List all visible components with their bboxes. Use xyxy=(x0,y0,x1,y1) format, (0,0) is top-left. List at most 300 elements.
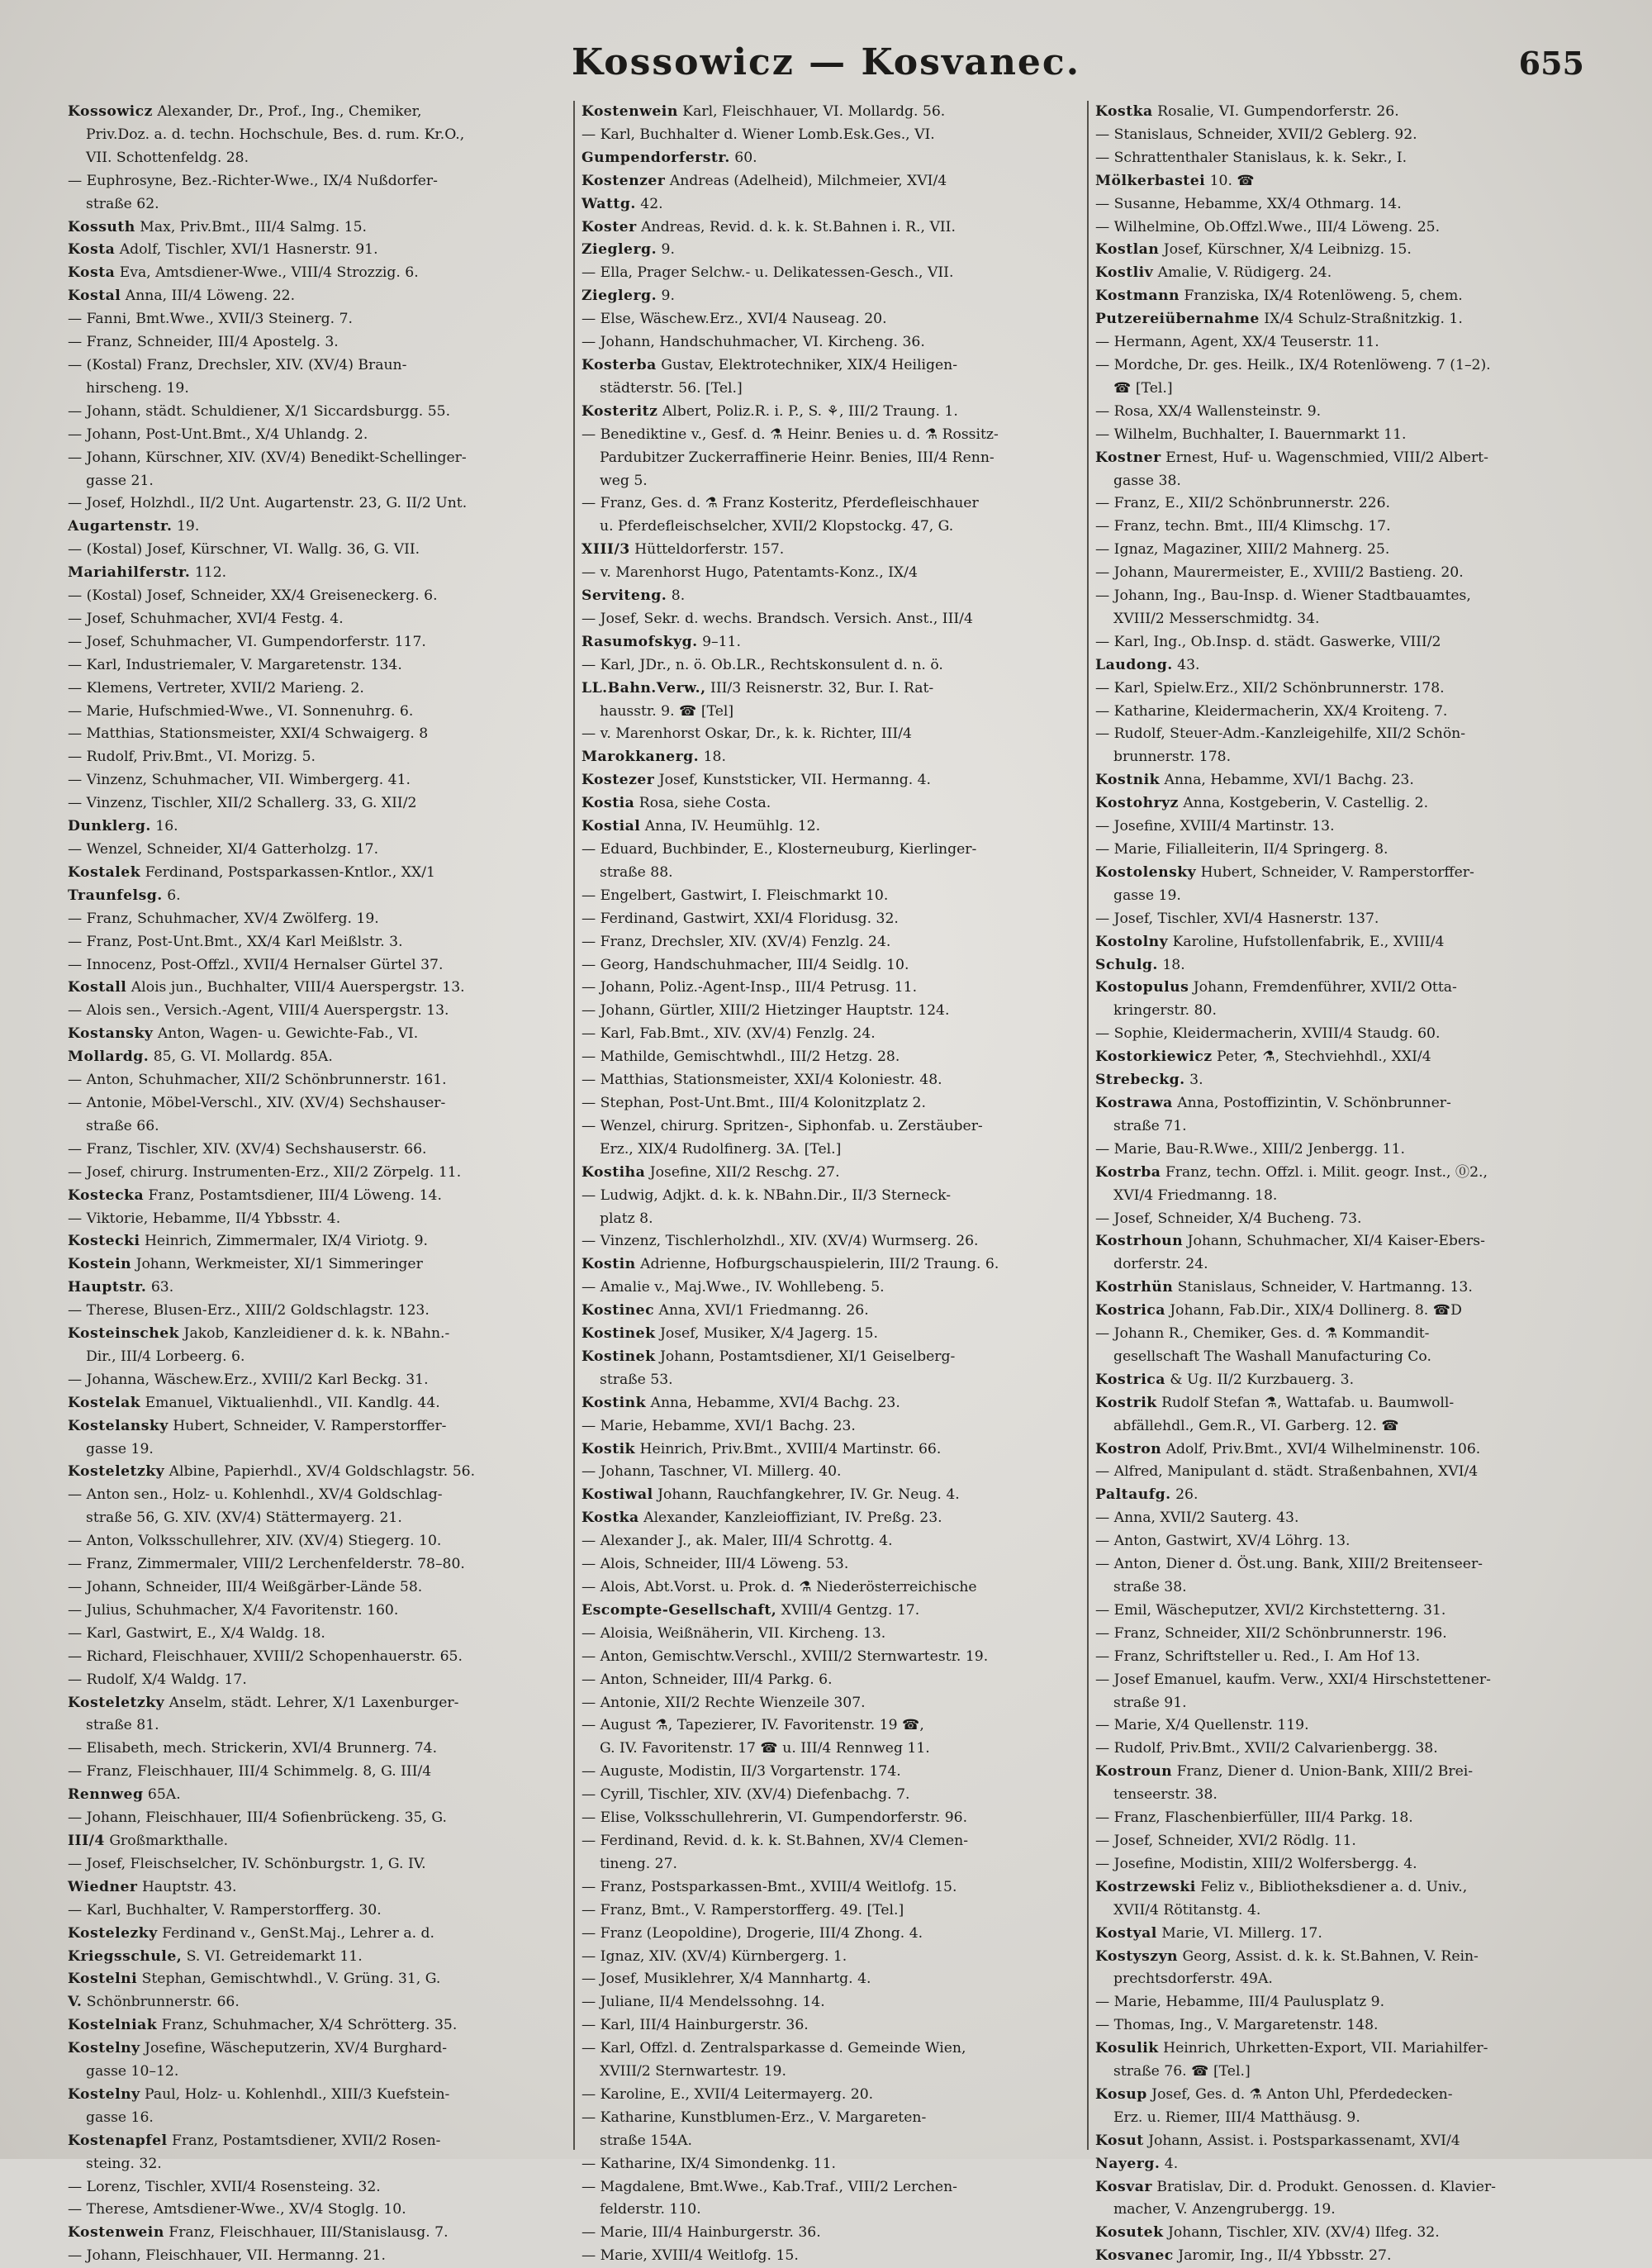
entry-headword: Marokkanerg. xyxy=(582,749,700,766)
directory-entry-line: Kosut Johann, Assist. i. Postsparkassenamt, XVI/4 xyxy=(1095,2132,1460,2149)
directory-entry-line: — Wilhelm, Buchhalter, I. Bauernmarkt 11. xyxy=(1095,426,1407,443)
entry-headword: Kostka xyxy=(582,1510,639,1527)
entry-headword: Kostliv xyxy=(1095,264,1154,282)
directory-entry-line: — Stanislaus, Schneider, XVII/2 Geblerg. 92. xyxy=(1095,126,1417,143)
directory-entry-line: straße 76. ☎ [Tel.] xyxy=(1113,2063,1251,2080)
directory-entry-line: — Anton, Diener d. Öst.ung. Bank, XIII/2 Breitenseer- xyxy=(1095,1556,1483,1573)
directory-entry-line: — Ferdinand, Revid. d. k. k. St.Bahnen, XV/4 Clemen- xyxy=(582,1832,969,1849)
page-title: Kossowicz — Kosvanec. xyxy=(571,41,1081,83)
directory-entry-line: — Franz, Flaschenbierfüller, III/4 Parkg. 18. xyxy=(1095,1809,1413,1827)
directory-entry-line: Kostenzer Andreas (Adelheid), Milchmeier, XVI/4 xyxy=(582,172,947,189)
entry-headword: Kosteinschek xyxy=(68,1325,180,1343)
entry-headword: Augartenstr. xyxy=(68,518,173,535)
directory-entry-line: Mollardg. 85, G. VI. Mollardg. 85A. xyxy=(68,1048,333,1066)
directory-entry-line: — Hermann, Agent, XX/4 Teuserstr. 11. xyxy=(1095,334,1379,351)
directory-entry-line: — Franz, Drechsler, XIV. (XV/4) Fenzlg. 24. xyxy=(582,933,891,950)
directory-entry-line: — Franz, E., XII/2 Schönbrunnerstr. 226. xyxy=(1095,495,1390,512)
directory-entry-line: — Wilhelmine, Ob.Offzl.Wwe., III/4 Löweng. 25. xyxy=(1095,218,1441,235)
directory-entry-line: — Sophie, Kleidermacherin, XVIII/4 Staudg. 60. xyxy=(1095,1025,1441,1043)
directory-entry-line: — Anna, XVII/2 Sauterg. 43. xyxy=(1095,1510,1299,1527)
directory-entry-line: straße 38. xyxy=(1113,1579,1187,1595)
directory-entry-line: Kostolensky Hubert, Schneider, V. Ramperstorffer- xyxy=(1095,863,1474,881)
directory-entry-line: Erz. u. Riemer, III/4 Matthäusg. 9. xyxy=(1113,2109,1360,2126)
directory-entry-line: — Karl, Ing., Ob.Insp. d. städt. Gaswerke, VIII/2 xyxy=(1095,633,1441,650)
directory-entry-line: straße 71. xyxy=(1113,1117,1187,1134)
directory-entry-line: Zieglerg. 9. xyxy=(582,288,675,305)
directory-entry-line: Kostolny Karoline, Hufstollenfabrik, E., XVIII/4 xyxy=(1095,933,1445,950)
directory-entry-line: — Johann, Fleischhauer, III/4 Sofienbrückeng. 35, G. xyxy=(68,1809,447,1827)
directory-entry-line: Kostenwein Franz, Fleischhauer, III/Stanislausg. 7. xyxy=(68,2224,449,2242)
entry-headword: Zieglerg. xyxy=(582,288,657,305)
entry-headword: LL.Bahn.Verw., xyxy=(582,679,706,697)
directory-entry-line: XVIII/2 Sternwartestr. 19. xyxy=(600,2063,786,2080)
directory-entry-line: Kosta Adolf, Tischler, XVI/1 Hasnerstr. 91. xyxy=(68,241,378,259)
directory-entry-line: Kostelniak Franz, Schuhmacher, X/4 Schrötterg. 35. xyxy=(68,2017,458,2034)
directory-entry-line: — Anton, Gemischtw.Verschl., XVIII/2 Sternwartestr. 19. xyxy=(582,1648,989,1665)
entry-headword: Kostrica xyxy=(1095,1371,1165,1388)
column-3 xyxy=(1087,101,1586,2265)
directory-entry-line: — Karl, Gastwirt, E., X/4 Waldg. 18. xyxy=(68,1624,325,1642)
directory-entry-line: — Mathilde, Gemischtwhdl., III/2 Hetzg. 28. xyxy=(582,1048,900,1066)
directory-entry-line: Putzereiübernahme IX/4 Schulz-Straßnitzkig. 1. xyxy=(1095,311,1463,328)
entry-headword: Kostron xyxy=(1095,1440,1162,1457)
entry-headword: Kostenwein xyxy=(582,103,678,120)
entry-headword: Kostrhün xyxy=(1095,1279,1174,1296)
directory-entry-line: Kostrzewski Feliz v., Bibliotheksdiener a. d. Univ., xyxy=(1095,1878,1468,1895)
columns-container xyxy=(68,101,1586,2265)
directory-entry-line: XVI/4 Friedmanng. 18. xyxy=(1113,1186,1278,1204)
directory-entry-line: — Marie, III/4 Hainburgerstr. 36. xyxy=(582,2224,821,2242)
entry-headword: III/4 xyxy=(68,1832,105,1849)
directory-entry-line: Kostall Alois jun., Buchhalter, VIII/4 Auerspergstr. 13. xyxy=(68,979,465,996)
directory-entry-line: — Antonie, XII/2 Rechte Wienzeile 307. xyxy=(582,1694,866,1711)
entry-headword: Kosvar xyxy=(1095,2178,1152,2195)
entry-headword: Kosulik xyxy=(1095,2040,1159,2057)
directory-entry-line: — Marie, Filialleiterin, II/4 Springerg. 8. xyxy=(1095,841,1389,858)
entry-headword: Kostall xyxy=(68,979,127,996)
directory-entry-line: straße 154A. xyxy=(600,2132,692,2149)
entry-headword: Kosteritz xyxy=(582,402,658,420)
directory-entry-line: prechtsdorferstr. 49A. xyxy=(1113,1971,1273,1988)
directory-entry-line: — Elise, Volksschullehrerin, VI. Gumpendorferstr. 96. xyxy=(582,1809,968,1827)
directory-entry-line: Kosup Josef, Ges. d. ⚗ Anton Uhl, Pferdedecken- xyxy=(1095,2085,1453,2103)
directory-entry-line: Kostner Ernest, Huf- u. Wagenschmied, VIII/2 Albert- xyxy=(1095,449,1488,466)
entry-headword: Mollardg. xyxy=(68,1048,150,1066)
directory-entry-line: — Amalie v., Maj.Wwe., IV. Wohllebeng. 5. xyxy=(582,1279,885,1296)
entry-headword: Kostolny xyxy=(1095,933,1169,950)
directory-entry-line: — Josef, Holzhdl., II/2 Unt. Augartenstr. 23, G. II/2 Unt. xyxy=(68,495,468,512)
directory-entry-line: — Karl, Spielw.Erz., XII/2 Schönbrunnerstr. 178. xyxy=(1095,679,1445,697)
directory-entry-line: Dir., III/4 Lorbeerg. 6. xyxy=(86,1348,245,1365)
entry-headword: Kostinek xyxy=(582,1348,656,1365)
directory-entry-line: VII. Schottenfeldg. 28. xyxy=(86,149,249,166)
directory-entry-line: — Johann, Poliz.-Agent-Insp., III/4 Petrusg. 11. xyxy=(582,979,918,996)
directory-entry-line: Kostopulus Johann, Fremdenführer, XVII/2 Otta- xyxy=(1095,979,1457,996)
directory-entry-line: Kostrawa Anna, Postoffizintin, V. Schönbrunner- xyxy=(1095,1094,1451,1111)
directory-entry-line: Kriegsschule, S. VI. Getreidemarkt 11. xyxy=(68,1947,363,1965)
directory-entry-line: Serviteng. 8. xyxy=(582,587,686,605)
directory-entry-line: — Fanni, Bmt.Wwe., XVII/3 Steinerg. 7. xyxy=(68,311,354,328)
directory-entry-line: abfällehdl., Gem.R., VI. Garberg. 12. ☎ xyxy=(1113,1417,1399,1434)
directory-entry-line: Kosvar Bratislav, Dir. d. Produkt. Genossen. d. Klavier- xyxy=(1095,2178,1496,2195)
entry-headword: Kostelezky xyxy=(68,1924,158,1942)
directory-entry-line: — Cyrill, Tischler, XIV. (XV/4) Diefenbachg. 7. xyxy=(582,1786,910,1804)
entry-headword: Kostrzewski xyxy=(1095,1878,1196,1895)
directory-entry-line: — Engelbert, Gastwirt, I. Fleischmarkt 10. xyxy=(582,887,889,904)
directory-entry-line: Kostliv Amalie, V. Rüdigerg. 24. xyxy=(1095,264,1332,282)
directory-entry-line: Zieglerg. 9. xyxy=(582,241,675,259)
directory-entry-line: — Therese, Blusen-Erz., XIII/2 Goldschlagstr. 123. xyxy=(68,1302,430,1319)
directory-entry-line: Kostiwal Johann, Rauchfangkehrer, IV. Gr. Neug. 4. xyxy=(582,1486,960,1504)
directory-entry-line: Mariahilferstr. 112. xyxy=(68,564,227,582)
directory-entry-line: Kostinec Anna, XVI/1 Friedmanng. 26. xyxy=(582,1302,869,1319)
directory-entry-line: — Rudolf, Priv.Bmt., XVII/2 Calvarienbergg. 38. xyxy=(1095,1740,1438,1757)
directory-entry-line: Paltaufg. 26. xyxy=(1095,1486,1199,1504)
directory-entry-line: — Marie, Bau-R.Wwe., XIII/2 Jenbergg. 11. xyxy=(1095,1140,1405,1158)
directory-entry-line: hirscheng. 19. xyxy=(86,379,189,397)
directory-entry-line: Kostenapfel Franz, Postamtsdiener, XVII/2 Rosen- xyxy=(68,2132,441,2149)
directory-entry-line: — Franz, Schriftsteller u. Red., I. Am Hof 13. xyxy=(1095,1648,1421,1665)
entry-headword: Kosteletzky xyxy=(68,1694,165,1711)
directory-entry-line: — Franz, Schneider, III/4 Apostelg. 3. xyxy=(68,334,339,351)
directory-entry-line: — Rudolf, Steuer-Adm.-Kanzleigehilfe, XII/2 Schön- xyxy=(1095,725,1466,743)
directory-entry-line: ☎ [Tel.] xyxy=(1113,379,1173,397)
directory-entry-line: — Johann, Gürtler, XIII/2 Hietzinger Hauptstr. 124. xyxy=(582,1002,950,1020)
entry-headword: Kosterba xyxy=(582,356,657,373)
entry-headword: Kossuth xyxy=(68,218,135,235)
directory-entry-line: — Ferdinand, Gastwirt, XXI/4 Floridusg. 32. xyxy=(582,910,899,927)
directory-entry-line: Erz., XIX/4 Rudolfinerg. 3A. [Tel.] xyxy=(600,1140,842,1158)
directory-entry-line: — Josefine, XVIII/4 Martinstr. 13. xyxy=(1095,818,1335,835)
entry-headword: Kostik xyxy=(582,1440,636,1457)
column-1 xyxy=(68,101,558,2265)
directory-entry-line: — Josef, Schneider, X/4 Bucheng. 73. xyxy=(1095,1210,1362,1227)
directory-entry-line: — Josef, Fleischselcher, IV. Schönburgstr. 1, G. IV. xyxy=(68,1855,426,1872)
directory-entry-line: Strebeckg. 3. xyxy=(1095,1072,1203,1089)
directory-entry-line: — Johanna, Wäschew.Erz., XVIII/2 Karl Beckg. 31. xyxy=(68,1371,429,1388)
entry-headword: Kostlan xyxy=(1095,241,1160,259)
directory-entry-line: Kostelni Stephan, Gemischtwhdl., V. Grüng. 31, G. xyxy=(68,1971,441,1988)
directory-entry-line: Laudong. 43. xyxy=(1095,656,1200,673)
entry-headword: Kostin xyxy=(582,1256,636,1273)
directory-entry-line: Rasumofskyg. 9–11. xyxy=(582,633,741,650)
entry-headword: Rasumofskyg. xyxy=(582,633,698,650)
directory-entry-line: — Aloisia, Weißnäherin, VII. Kircheng. 13. xyxy=(582,1624,886,1642)
entry-headword: Kostyal xyxy=(1095,1924,1157,1942)
entry-headword: Kostelny xyxy=(68,2040,140,2057)
entry-headword: Kosta xyxy=(68,264,116,282)
directory-entry-line: — Josef, Sekr. d. wechs. Brandsch. Versich. Anst., III/4 xyxy=(582,610,973,627)
directory-entry-line: V. Schönbrunnerstr. 66. xyxy=(68,1994,240,2011)
directory-entry-line: — Elisabeth, mech. Strickerin, XVI/4 Brunnerg. 74. xyxy=(68,1740,438,1757)
entry-headword: Kostmann xyxy=(1095,288,1180,305)
directory-entry-line: Escompte-Gesellschaft, XVIII/4 Gentzg. 17. xyxy=(582,1601,920,1619)
entry-headword: Kostrawa xyxy=(1095,1094,1173,1111)
entry-headword: Kosut xyxy=(1095,2132,1144,2149)
page-header xyxy=(0,41,1652,99)
entry-headword: XIII/3 xyxy=(582,541,630,559)
directory-entry-line: — Marie, Hebamme, III/4 Paulusplatz 9. xyxy=(1095,1994,1385,2011)
entry-headword: Kostenzer xyxy=(582,172,666,189)
entry-headword: Kostecka xyxy=(68,1186,145,1204)
entry-headword: Kostelni xyxy=(68,1971,138,1988)
directory-entry-line: — August ⚗, Tapezierer, IV. Favoritenstr. 19 ☎, xyxy=(582,1717,924,1734)
entry-headword: Kostelak xyxy=(68,1394,141,1411)
entry-headword: Kostroun xyxy=(1095,1763,1173,1781)
directory-entry-line: straße 81. xyxy=(86,1717,159,1734)
directory-entry-line: — Johann, Handschuhmacher, VI. Kircheng. 36. xyxy=(582,334,925,351)
directory-entry-line: straße 66. xyxy=(86,1117,159,1134)
entry-headword: Kostezer xyxy=(582,772,655,789)
directory-entry-line: — Anton, Volksschullehrer, XIV. (XV/4) Stiegerg. 10. xyxy=(68,1533,442,1550)
entry-headword: Koster xyxy=(582,218,637,235)
directory-entry-line: — Johann, Fleischhauer, VII. Hermanng. 21. xyxy=(68,2247,386,2265)
directory-entry-line: Kostalek Ferdinand, Postsparkassen-Kntlor., XX/1 xyxy=(68,863,435,881)
entry-headword: Rennweg xyxy=(68,1786,144,1804)
entry-headword: Kostia xyxy=(582,795,635,812)
entry-headword: Putzereiübernahme xyxy=(1095,311,1260,328)
directory-entry-line: — Mordche, Dr. ges. Heilk., IX/4 Rotenlöweng. 7 (1–2). xyxy=(1095,356,1491,373)
directory-entry-line: G. IV. Favoritenstr. 17 ☎ u. III/4 Rennweg 11. xyxy=(600,1740,930,1757)
directory-entry-line: — Susanne, Hebamme, XX/4 Othmarg. 14. xyxy=(1095,195,1402,212)
entry-headword: Kostka xyxy=(1095,103,1153,120)
directory-entry-line: städterstr. 56. [Tel.] xyxy=(600,379,743,397)
entry-headword: Dunklerg. xyxy=(68,818,151,835)
directory-entry-line: Kostinek Johann, Postamtsdiener, XI/1 Geiselberg- xyxy=(582,1348,956,1365)
directory-entry-line: weg 5. xyxy=(600,472,648,489)
directory-entry-line: — Franz, Tischler, XIV. (XV/4) Sechshauserstr. 66. xyxy=(68,1140,427,1158)
directory-entry-line: — Lorenz, Tischler, XVII/4 Rosensteing. 32. xyxy=(68,2178,381,2195)
entry-headword: Kostelansky xyxy=(68,1417,169,1434)
directory-entry-line: — Georg, Handschuhmacher, III/4 Seidlg. 10. xyxy=(582,956,909,973)
entry-headword: Kostrhoun xyxy=(1095,1233,1184,1250)
directory-entry-line: Traunfelsg. 6. xyxy=(68,887,181,904)
directory-entry-line: Gumpendorferstr. 60. xyxy=(582,149,757,166)
directory-entry-line: Kostrik Rudolf Stefan ⚗, Wattafab. u. Baumwoll- xyxy=(1095,1394,1455,1411)
directory-entry-line: Kostinek Josef, Musiker, X/4 Jagerg. 15. xyxy=(582,1325,878,1343)
directory-entry-line: — Franz, Schuhmacher, XV/4 Zwölferg. 19. xyxy=(68,910,379,927)
entry-headword: Kostenapfel xyxy=(68,2132,168,2149)
directory-entry-line: — Else, Wäschew.Erz., XVI/4 Nauseag. 20. xyxy=(582,311,887,328)
directory-entry-line: Mölkerbastei 10. ☎ xyxy=(1095,172,1255,189)
entry-headword: Mariahilferstr. xyxy=(68,564,191,582)
directory-entry-line: — Anton, Schneider, III/4 Parkg. 6. xyxy=(582,1671,833,1688)
directory-entry-line: — Marie, Hebamme, XVI/1 Bachg. 23. xyxy=(582,1417,856,1434)
directory-entry-line: Pardubitzer Zuckerraffinerie Heinr. Benies, III/4 Renn- xyxy=(600,449,995,466)
directory-entry-line: — Rosa, XX/4 Wallensteinstr. 9. xyxy=(1095,402,1322,420)
directory-entry-line: gasse 16. xyxy=(86,2109,154,2126)
directory-entry-line: — Alois, Abt.Vorst. u. Prok. d. ⚗ Niederösterreichische xyxy=(582,1579,977,1595)
directory-entry-line: XVII/4 Rötitanstg. 4. xyxy=(1113,1901,1261,1919)
directory-entry-line: III/4 Großmarkthalle. xyxy=(68,1832,229,1849)
entry-headword: Hauptstr. xyxy=(68,1279,147,1296)
directory-entry-line: gasse 21. xyxy=(86,472,154,489)
directory-entry-line: Kostyszyn Georg, Assist. d. k. k. St.Bahnen, V. Rein- xyxy=(1095,1947,1479,1965)
directory-entry-line: XIII/3 Hütteldorferstr. 157. xyxy=(582,541,785,559)
directory-entry-line: Kostyal Marie, VI. Millerg. 17. xyxy=(1095,1924,1322,1942)
entry-headword: Kostinek xyxy=(582,1325,656,1343)
directory-entry-line: tenseerstr. 38. xyxy=(1113,1786,1218,1804)
entry-headword: Kostyszyn xyxy=(1095,1947,1179,1965)
directory-entry-line: — Viktorie, Hebamme, II/4 Ybbsstr. 4. xyxy=(68,1210,341,1227)
directory-entry-line: Kostelansky Hubert, Schneider, V. Ramperstorffer- xyxy=(68,1417,447,1434)
directory-entry-line: kringerstr. 80. xyxy=(1113,1002,1217,1020)
directory-entry-line: — v. Marenhorst Oskar, Dr., k. k. Richter, III/4 xyxy=(582,725,912,743)
directory-entry-line: — Klemens, Vertreter, XVII/2 Marieng. 2. xyxy=(68,679,364,697)
directory-entry-line: Koster Andreas, Revid. d. k. k. St.Bahnen i. R., VII. xyxy=(582,218,956,235)
directory-entry-line: gesellschaft The Washall Manufacturing Co. xyxy=(1113,1348,1431,1365)
directory-entry-line: Kostink Anna, Hebamme, XVI/4 Bachg. 23. xyxy=(582,1394,900,1411)
directory-entry-line: Nayerg. 4. xyxy=(1095,2155,1179,2172)
directory-entry-line: Kosteritz Albert, Poliz.R. i. P., S. ⚘, III/2 Traung. 1. xyxy=(582,402,958,420)
directory-entry-line: dorferstr. 24. xyxy=(1113,1256,1208,1273)
entry-headword: Kostnik xyxy=(1095,772,1161,789)
entry-headword: Kostrica xyxy=(1095,1302,1165,1319)
directory-entry-line: — Franz, Postsparkassen-Bmt., XVIII/4 Weitlofg. 15. xyxy=(582,1878,957,1895)
directory-entry-line: — Josef, Schuhmacher, XVI/4 Festg. 4. xyxy=(68,610,344,627)
directory-entry-line: Kosta Eva, Amtsdiener-Wwe., VIII/4 Strozzig. 6. xyxy=(68,264,419,282)
directory-entry-line: — Ella, Prager Selchw.- u. Delikatessen-Gesch., VII. xyxy=(582,264,954,282)
entry-headword: Kostial xyxy=(582,818,641,835)
directory-entry-line: Kostron Adolf, Priv.Bmt., XVI/4 Wilhelminenstr. 106. xyxy=(1095,1440,1481,1457)
directory-entry-line: — Ludwig, Adjkt. d. k. k. NBahn.Dir., II/3 Sterneck- xyxy=(582,1186,952,1204)
directory-entry-line: Kostial Anna, IV. Heumühlg. 12. xyxy=(582,818,821,835)
directory-entry-line: — Matthias, Stationsmeister, XXI/4 Schwaigerg. 8 xyxy=(68,725,429,743)
directory-entry-line: Kostal Anna, III/4 Löweng. 22. xyxy=(68,288,296,305)
directory-entry-line: — Franz, Bmt., V. Ramperstorfferg. 49. [Tel.] xyxy=(582,1901,904,1919)
entry-headword: Kossowicz xyxy=(68,103,153,120)
entry-headword: Wattg. xyxy=(582,195,636,212)
entry-headword: Kostecki xyxy=(68,1233,140,1250)
directory-entry-line: — Karl, Buchhalter, V. Ramperstorfferg. 30. xyxy=(68,1901,382,1919)
page-number: 655 xyxy=(1518,45,1584,82)
directory-entry-line: — Juliane, II/4 Mendelssohng. 14. xyxy=(582,1994,825,2011)
directory-entry-line: straße 91. xyxy=(1113,1694,1187,1711)
directory-entry-line: Kostia Rosa, siehe Costa. xyxy=(582,795,771,812)
entry-headword: Kosta xyxy=(68,241,116,259)
directory-entry-line: — Matthias, Stationsmeister, XXI/4 Koloniestr. 48. xyxy=(582,1072,942,1089)
directory-entry-line: hausstr. 9. ☎ [Tel] xyxy=(600,702,734,720)
directory-entry-line: — Anton sen., Holz- u. Kohlenhdl., XV/4 Goldschlag- xyxy=(68,1486,443,1504)
directory-entry-line: — Johann, städt. Schuldiener, X/1 Siccardsburgg. 55. xyxy=(68,402,451,420)
entry-headword: Kosup xyxy=(1095,2085,1147,2103)
directory-entry-line: Kostka Rosalie, VI. Gumpendorferstr. 26. xyxy=(1095,103,1399,120)
directory-entry-line: Kostelny Paul, Holz- u. Kohlenhdl., XIII/3 Kuefstein- xyxy=(68,2085,450,2103)
directory-entry-line: — Ignaz, XIV. (XV/4) Kürnbergerg. 1. xyxy=(582,1947,847,1965)
directory-entry-line: — Auguste, Modistin, II/3 Vorgartenstr. 174. xyxy=(582,1763,901,1781)
directory-entry-line: — Johann R., Chemiker, Ges. d. ⚗ Kommandit- xyxy=(1095,1325,1430,1343)
directory-entry-line: — Karl, JDr., n. ö. Ob.LR., Rechtskonsulent d. n. ö. xyxy=(582,656,943,673)
directory-entry-line: — Alexander J., ak. Maler, III/4 Schrottg. 4. xyxy=(582,1533,893,1550)
directory-entry-line: — Josef, chirurg. Instrumenten-Erz., XII/2 Zörpelg. 11. xyxy=(68,1163,462,1181)
entry-headword: Zieglerg. xyxy=(582,241,657,259)
directory-entry-line: Kostik Heinrich, Priv.Bmt., XVIII/4 Martinstr. 66. xyxy=(582,1440,942,1457)
directory-entry-line: Kostrhoun Johann, Schuhmacher, XI/4 Kaiser-Ebers- xyxy=(1095,1233,1485,1250)
entry-headword: Traunfelsg. xyxy=(68,887,163,904)
directory-entry-line: — Anton, Schuhmacher, XII/2 Schönbrunnerstr. 161. xyxy=(68,1072,447,1089)
directory-entry-line: Kosteletzky Anselm, städt. Lehrer, X/1 Laxenburger- xyxy=(68,1694,459,1711)
directory-entry-line: — Anton, Gastwirt, XV/4 Löhrg. 13. xyxy=(1095,1533,1351,1550)
directory-entry-line: — Rudolf, Priv.Bmt., VI. Morizg. 5. xyxy=(68,749,316,766)
directory-entry-line: Kosteinschek Jakob, Kanzleidiener d. k. k. NBahn.- xyxy=(68,1325,450,1343)
directory-entry-line: — Johann, Schneider, III/4 Weißgärber-Lände 58. xyxy=(68,1579,423,1595)
directory-entry-line: macher, V. Anzengrubergg. 19. xyxy=(1113,2201,1336,2218)
directory-entry-line: — Stephan, Post-Unt.Bmt., III/4 Kolonitzplatz 2. xyxy=(582,1094,926,1111)
directory-entry-line: u. Pferdefleischselcher, XVII/2 Klopstockg. 47, G. xyxy=(600,518,954,535)
directory-entry-line: Priv.Doz. a. d. techn. Hochschule, Bes. d. rum. Kr.O., xyxy=(86,126,465,143)
directory-entry-line: straße 88. xyxy=(600,863,673,881)
directory-entry-line: Kostrica Johann, Fab.Dir., XIX/4 Dollinerg. 8. ☎D xyxy=(1095,1302,1462,1319)
entry-headword: Kostrik xyxy=(1095,1394,1157,1411)
directory-entry-line: — Franz, Fleischhauer, III/4 Schimmelg. 8, G. III/4 xyxy=(68,1763,432,1781)
directory-entry-line: Schulg. 18. xyxy=(1095,956,1185,973)
directory-entry-line: — Katharine, Kunstblumen-Erz., V. Margareten- xyxy=(582,2109,927,2126)
directory-entry-line: straße 56, G. XIV. (XV/4) Stättermayerg. 21. xyxy=(86,1510,402,1527)
directory-entry-line: — Marie, Hufschmied-Wwe., VI. Sonnenuhrg. 6. xyxy=(68,702,414,720)
directory-entry-line: — Schrattenthaler Stanislaus, k. k. Sekr., I. xyxy=(1095,149,1408,166)
directory-entry-line: — Johann, Taschner, VI. Millerg. 40. xyxy=(582,1463,842,1481)
directory-entry-line: Kosutek Johann, Tischler, XIV. (XV/4) Ilfeg. 32. xyxy=(1095,2224,1440,2242)
directory-entry-line: — Josef, Schneider, XVI/2 Rödlg. 11. xyxy=(1095,1832,1356,1849)
directory-entry-line: gasse 19. xyxy=(1113,887,1181,904)
directory-entry-line: Kostein Johann, Werkmeister, XI/1 Simmeringer xyxy=(68,1256,423,1273)
directory-entry-line: — Franz, Schneider, XII/2 Schönbrunnerstr. 196. xyxy=(1095,1624,1447,1642)
directory-entry-line: — Thomas, Ing., V. Margaretenstr. 148. xyxy=(1095,2017,1379,2034)
directory-entry-line: Kostecka Franz, Postamtsdiener, III/4 Löweng. 14. xyxy=(68,1186,442,1204)
directory-entry-line: — Josef, Musiklehrer, X/4 Mannhartg. 4. xyxy=(582,1971,871,1988)
directory-entry-line: — Josefine, Modistin, XIII/2 Wolfersbergg. 4. xyxy=(1095,1855,1417,1872)
entry-headword: Kosteletzky xyxy=(68,1463,165,1481)
directory-entry-line: Kostohryz Anna, Kostgeberin, V. Castellig. 2. xyxy=(1095,795,1429,812)
directory-entry-line: — Alfred, Manipulant d. städt. Straßenbahnen, XVI/4 xyxy=(1095,1463,1479,1481)
directory-entry-line: Kostlan Josef, Kürschner, X/4 Leibnizg. 15. xyxy=(1095,241,1412,259)
directory-entry-line: gasse 10–12. xyxy=(86,2063,179,2080)
entry-headword: Kostolensky xyxy=(1095,863,1197,881)
entry-headword: Nayerg. xyxy=(1095,2155,1161,2172)
entry-headword: Kosutek xyxy=(1095,2224,1164,2242)
directory-entry-line: Kostorkiewicz Peter, ⚗, Stechviehhdl., XXI/4 xyxy=(1095,1048,1431,1066)
directory-entry-line: — Magdalene, Bmt.Wwe., Kab.Traf., VIII/2 Lerchen- xyxy=(582,2178,957,2195)
directory-entry-line: — (Kostal) Josef, Schneider, XX/4 Greiseneckerg. 6. xyxy=(68,587,438,605)
directory-entry-line: Kostezer Josef, Kunststicker, VII. Hermanng. 4. xyxy=(582,772,932,789)
directory-entry-line: Kostelny Josefine, Wäscheputzerin, XV/4 Burghard- xyxy=(68,2040,448,2057)
directory-entry-line: — Alois sen., Versich.-Agent, VIII/4 Auerspergstr. 13. xyxy=(68,1002,449,1020)
directory-entry-line: — Euphrosyne, Bez.-Richter-Wwe., IX/4 Nußdorfer- xyxy=(68,172,438,189)
entry-headword: Kostorkiewicz xyxy=(1095,1048,1213,1066)
directory-entry-line: gasse 19. xyxy=(86,1440,154,1457)
entry-headword: Kostohryz xyxy=(1095,795,1179,812)
directory-entry-line: — Ignaz, Magaziner, XIII/2 Mahnerg. 25. xyxy=(1095,541,1390,559)
directory-entry-line: — Johann, Kürschner, XIV. (XV/4) Benedikt-Schellinger- xyxy=(68,449,467,466)
directory-entry-line: gasse 38. xyxy=(1113,472,1181,489)
directory-entry-line: — Karl, Fab.Bmt., XIV. (XV/4) Fenzlg. 24. xyxy=(582,1025,876,1043)
directory-entry-line: Dunklerg. 16. xyxy=(68,818,178,835)
directory-entry-line: Kosterba Gustav, Elektrotechniker, XIX/4 Heiligen- xyxy=(582,356,958,373)
entry-headword: Kriegsschule, xyxy=(68,1947,183,1965)
directory-entry-line: — Marie, X/4 Quellenstr. 119. xyxy=(1095,1717,1309,1734)
directory-entry-line: Kostelezky Ferdinand v., GenSt.Maj., Lehrer a. d. xyxy=(68,1924,434,1942)
directory-entry-line: — Karl, Buchhalter d. Wiener Lomb.Esk.Ges., VI. xyxy=(582,126,935,143)
directory-entry-line: Augartenstr. 19. xyxy=(68,518,200,535)
directory-entry-line: Kostecki Heinrich, Zimmermaler, IX/4 Viriotg. 9. xyxy=(68,1233,429,1250)
directory-entry-line: — Franz (Leopoldine), Drogerie, III/4 Zhong. 4. xyxy=(582,1924,923,1942)
entry-headword: Kostner xyxy=(1095,449,1161,466)
directory-entry-line: — Vinzenz, Schuhmacher, VII. Wimbergerg. 41. xyxy=(68,772,411,789)
directory-entry-line: LL.Bahn.Verw., III/3 Reisnerstr. 32, Bur. I. Rat- xyxy=(582,679,934,697)
directory-entry-line: — Richard, Fleischhauer, XVIII/2 Schopenhauerstr. 65. xyxy=(68,1648,463,1665)
directory-entry-line: — Therese, Amtsdiener-Wwe., XV/4 Stoglg. 10. xyxy=(68,2201,406,2218)
directory-entry-line: — Antonie, Möbel-Verschl., XIV. (XV/4) Sechshauser- xyxy=(68,1094,446,1111)
